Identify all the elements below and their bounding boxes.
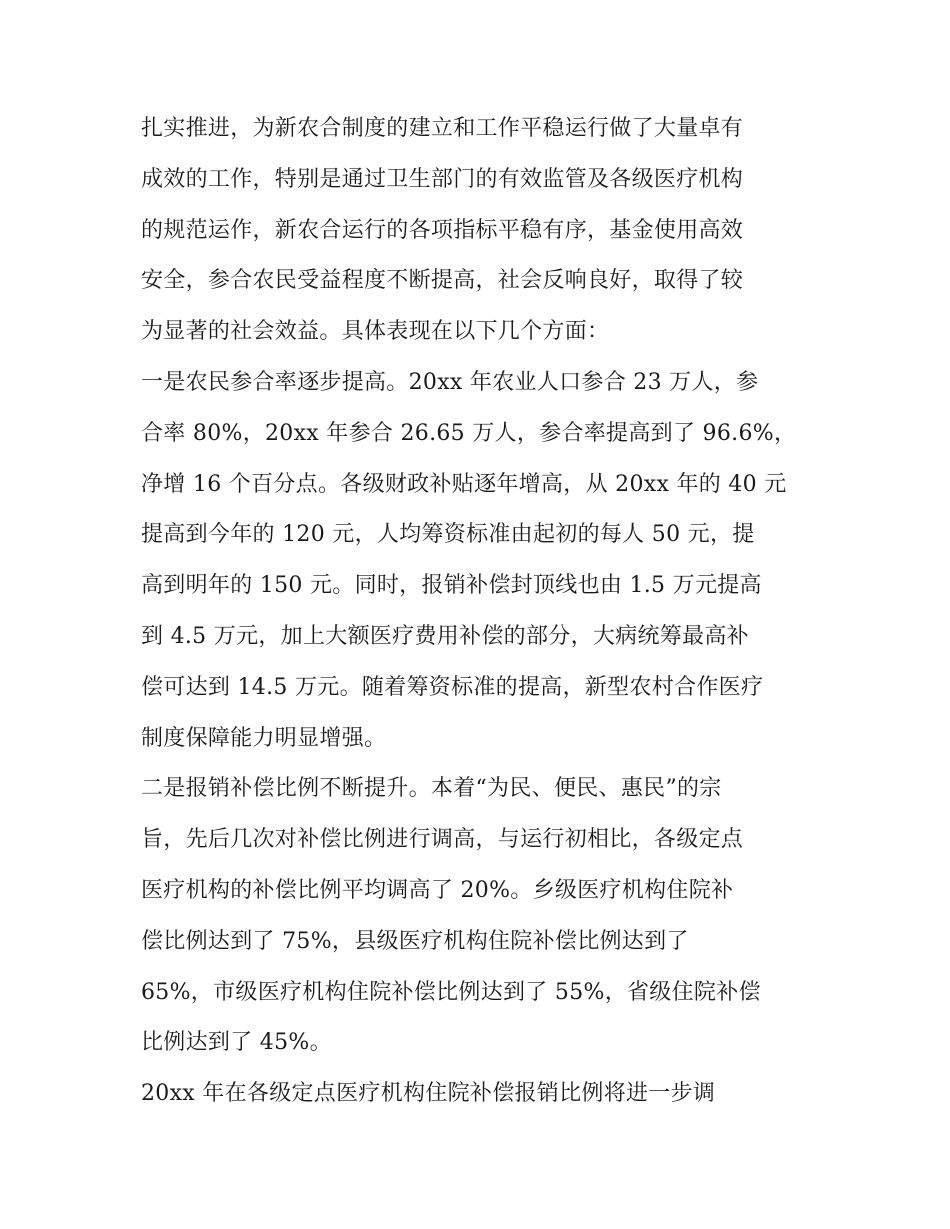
text-line: 旨，先后几次对补偿比例进行调高，与运行初相比，各级定点 bbox=[141, 827, 744, 853]
text-line: 安全，参合农民受益程度不断提高，社会反响良好，取得了较 bbox=[141, 268, 744, 294]
text-line: 合率 80%，20xx 年参合 26.65 万人，参合率提高到了 96.6%， bbox=[141, 420, 797, 446]
text-line: 净增 16 个百分点。各级财政补贴逐年增高，从 20xx 年的 40 元 bbox=[141, 471, 787, 497]
text-line: 65%，市级医疗机构住院补偿比例达到了 55%，省级住院补偿 bbox=[141, 979, 761, 1005]
text-line: 扎实推进，为新农合制度的建立和工作平稳运行做了大量卓有 bbox=[141, 116, 744, 141]
text-line: 高到明年的 150 元。同时，报销补偿封顶线也由 1.5 万元提高 bbox=[141, 573, 762, 599]
text-line: 成效的工作，特别是通过卫生部门的有效监管及各级医疗机构 bbox=[141, 166, 744, 192]
text-line: 比例达到了 45%。 bbox=[141, 1030, 332, 1056]
text-line: 偿比例达到了 75%，县级医疗机构住院补偿比例达到了 bbox=[141, 928, 689, 954]
text-line: 二是报销补偿比例不断提升。本着“为民、便民、惠民”的宗 bbox=[141, 776, 722, 802]
text-line: 为显著的社会效益。具体表现在以下几个方面： bbox=[141, 319, 610, 345]
text-line: 到 4.5 万元，加上大额医疗费用补偿的部分，大病统筹最高补 bbox=[141, 623, 749, 649]
text-line: 一是农民参合率逐步提高。20xx 年农业人口参合 23 万人，参 bbox=[141, 369, 759, 395]
text-line: 制度保障能力明显增强。 bbox=[141, 725, 387, 751]
text-line: 的规范运作，新农合运行的各项指标平稳有序，基金使用高效 bbox=[141, 217, 744, 243]
text-line: 提高到今年的 120 元，人均筹资标准由起初的每人 50 元，提 bbox=[141, 522, 755, 548]
text-line: 20xx 年在各级定点医疗机构住院补偿报销比例将进一步调 bbox=[141, 1081, 716, 1107]
body-text bbox=[141, 104, 821, 1120]
text-line: 医疗机构的补偿比例平均调高了 20%。乡级医疗机构住院补 bbox=[141, 877, 734, 903]
text-line: 偿可达到 14.5 万元。随着筹资标准的提高，新型农村合作医疗 bbox=[141, 674, 764, 700]
